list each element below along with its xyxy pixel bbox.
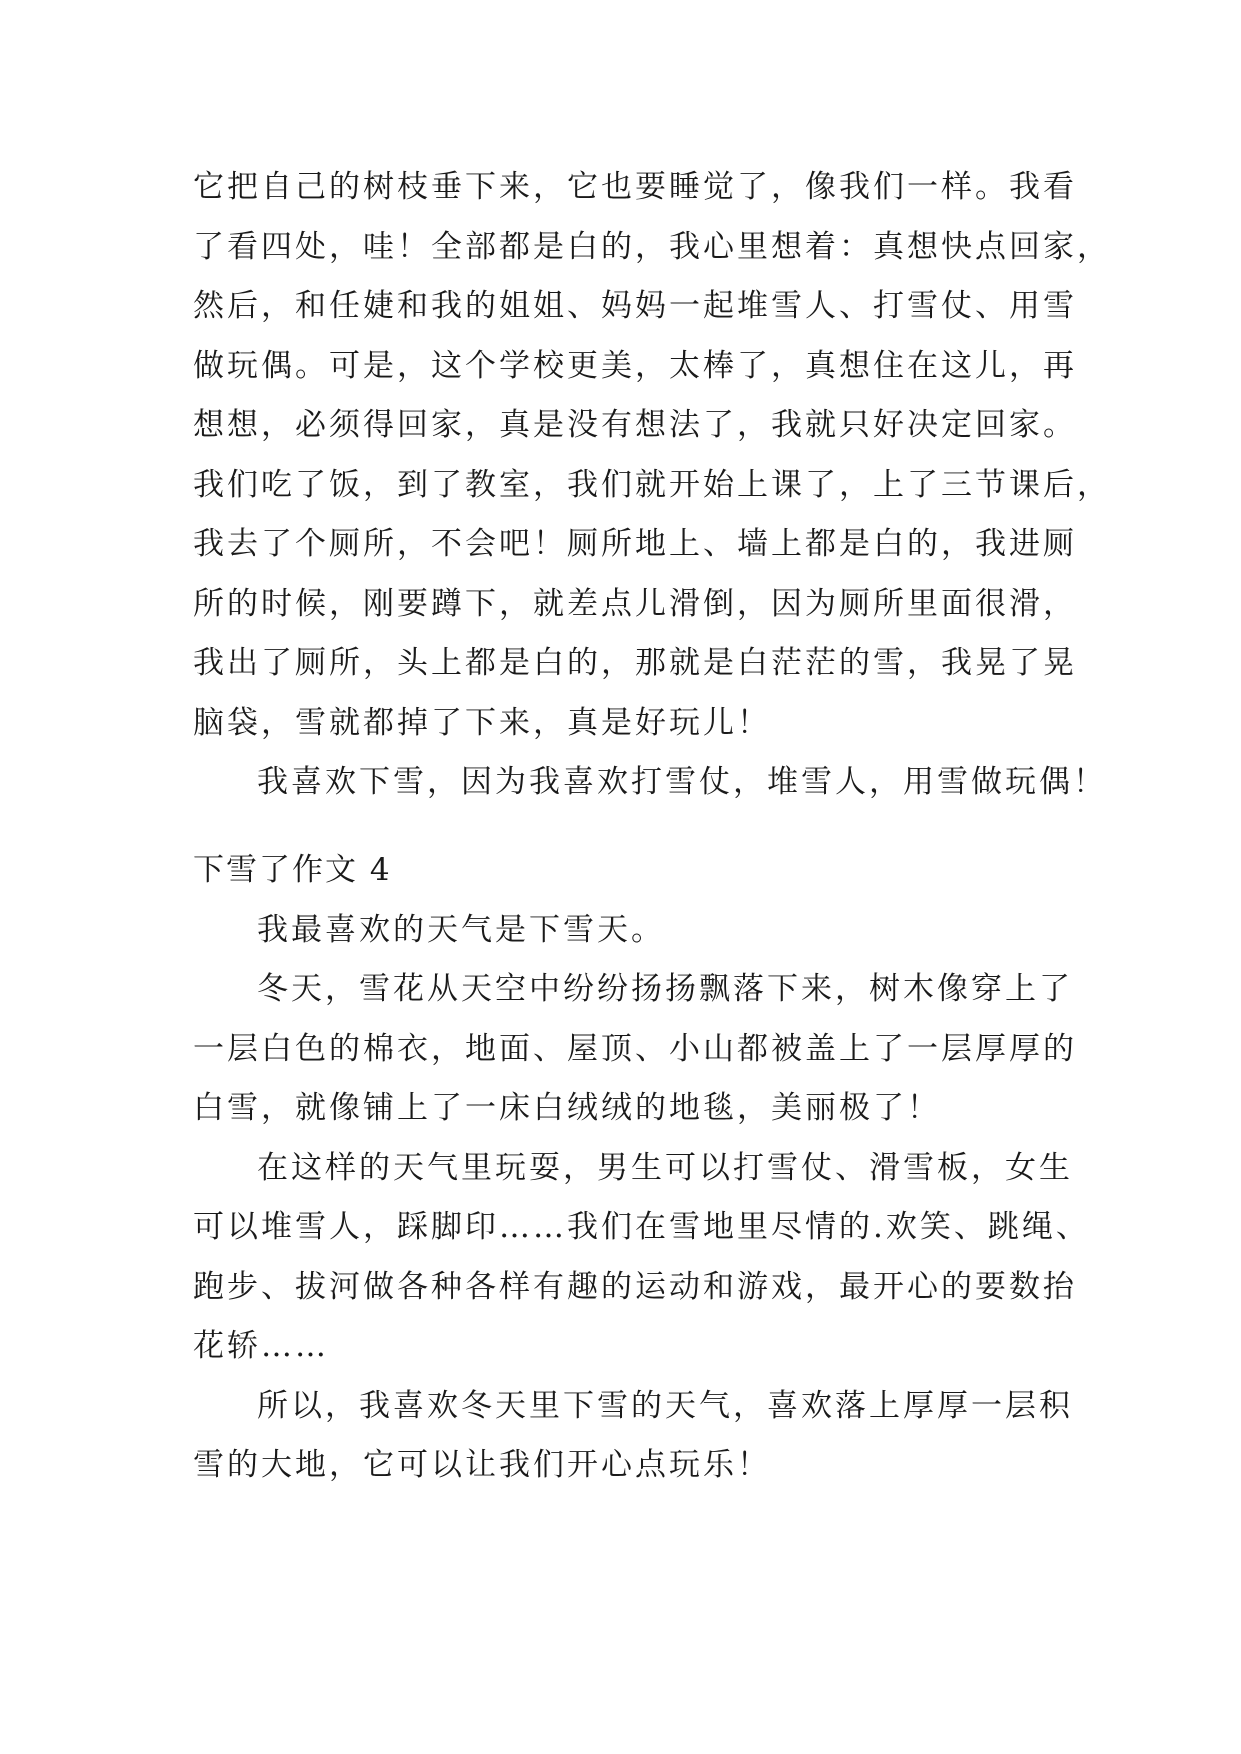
- paragraph-line: 花轿……: [193, 1328, 329, 1364]
- essay-title: 下雪了作文 4: [193, 852, 392, 888]
- text-line: 脑袋，雪就都掉了下来，真是好玩儿！: [193, 704, 771, 741]
- essay-4: [193, 841, 1090, 1496]
- paragraph-line: 白雪，就像铺上了一床白绒绒的地毯，美丽极了！: [193, 1090, 941, 1126]
- paragraph-line: 所以，我喜欢冬天里下雪的天气，喜欢落上厚厚一层积: [257, 1387, 1073, 1424]
- paragraph-line: 在这样的天气里玩耍，男生可以打雪仗、滑雪板，女生: [257, 1149, 1073, 1186]
- text-line: 然后，和任婕和我的姐姐、妈妈一起堆雪人、打雪仗、用雪: [193, 288, 1077, 324]
- paragraph-line: 可以堆雪人，踩脚印……我们在雪地里尽情的.欢笑、跳绳、: [193, 1209, 1090, 1245]
- previous-essay-continuation: [193, 158, 1111, 813]
- text-line: 它把自己的树枝垂下来，它也要睡觉了，像我们一样。我看: [193, 169, 1077, 205]
- paragraph-line: 我最喜欢的天气是下雪天。: [257, 911, 665, 948]
- closing-paragraph: 我喜欢下雪，因为我喜欢打雪仗，堆雪人，用雪做玩偶！: [257, 764, 1107, 800]
- paragraph-line: 一层白色的棉衣，地面、屋顶、小山都被盖上了一层厚厚的: [193, 1030, 1077, 1067]
- text-line: 想想，必须得回家，真是没有想法了，我就只好决定回家。: [193, 407, 1077, 443]
- paragraph-line: 跑步、拔河做各种各样有趣的运动和游戏，最开心的要数抬: [193, 1268, 1077, 1305]
- text-line: 我出了厕所，头上都是白的，那就是白茫茫的雪，我晃了晃: [193, 645, 1077, 681]
- paragraph-line: 雪的大地，它可以让我们开心点玩乐！: [193, 1447, 771, 1483]
- text-line: 所的时候，刚要蹲下，就差点儿滑倒，因为厕所里面很滑，: [193, 585, 1077, 622]
- text-line: 我去了个厕所，不会吧！厕所地上、墙上都是白的，我进厕: [193, 526, 1077, 562]
- text-line: 做玩偶。可是，这个学校更美，太棒了，真想住在这儿，再: [193, 347, 1077, 384]
- paragraph-line: 冬天，雪花从天空中纷纷扬扬飘落下来，树木像穿上了: [257, 971, 1073, 1007]
- text-line: 了看四处，哇！全部都是白的，我心里想着：真想快点回家，: [193, 228, 1111, 265]
- text-line: 我们吃了饭，到了教室，我们就开始上课了，上了三节课后，: [193, 466, 1111, 503]
